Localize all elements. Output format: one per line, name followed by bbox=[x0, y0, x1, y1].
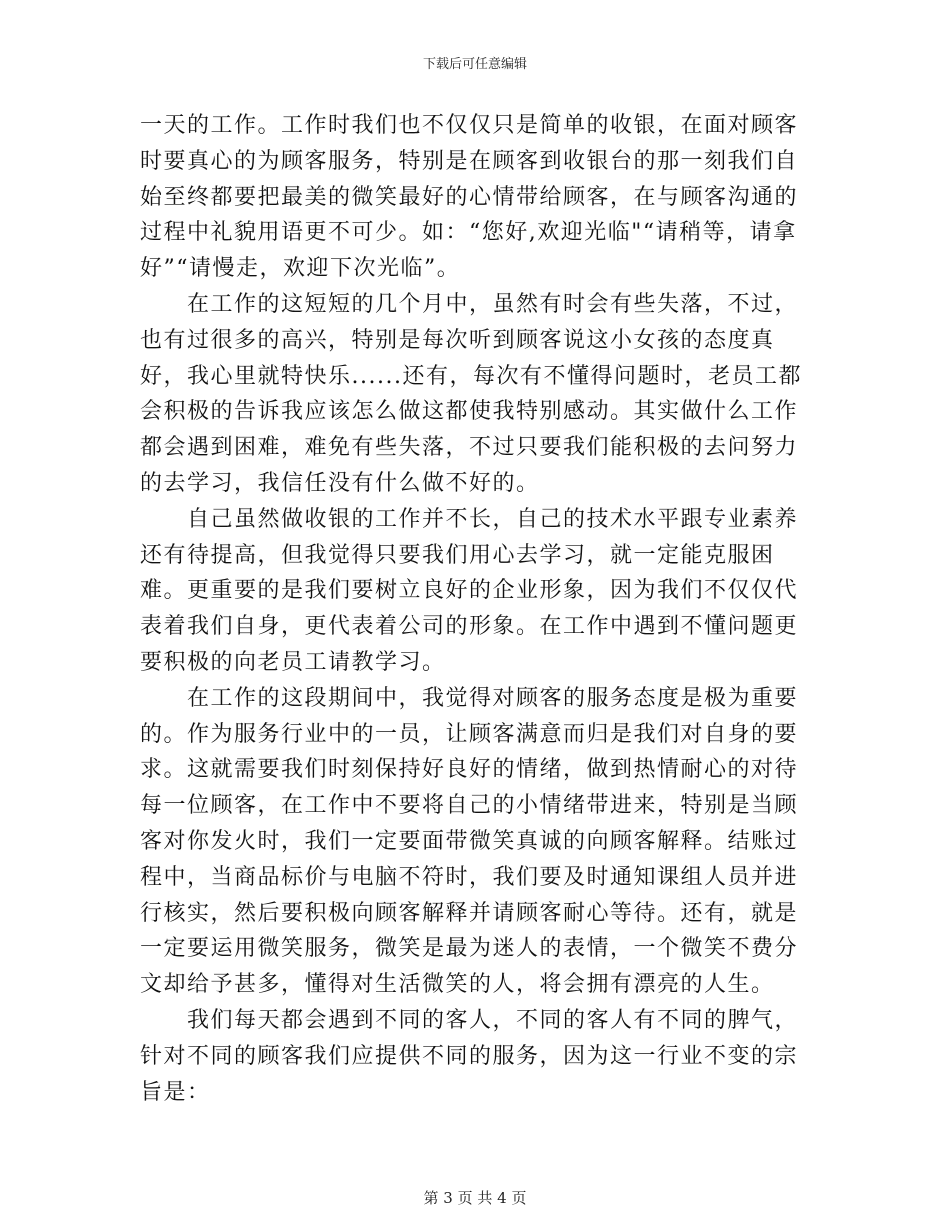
paragraph-5: 我们每天都会遇到不同的客人，不同的客人有不同的脾气，针对不同的顾客我们应提供不同的服务，因为这一行业不变的宗旨是： bbox=[140, 1007, 799, 1105]
paragraph-4: 在工作的这段期间中，我觉得对顾客的服务态度是极为重要的。作为服务行业中的一员，让顾客满意而归是我们对自身的要求。这就需要我们时刻保持好良好的情绪，做到热情耐心的对待每一位顾客，在工作中不要将自己的小情绪带进来，特别是当顾客对你发火时，我们一定要面带微笑真诚的向顾客解释。结账过程中，当商品标价与电脑不符时，我们要及时通知课组人员并进行核实，然后要积极向顾客解释并请顾客耐心等待。还有，就是一定要运用微笑服务，微笑是最为迷人的表情，一个微笑不费分文却给予甚多，懂得对生活微笑的人，将会拥有漂亮的人生。 bbox=[140, 685, 799, 998]
document-body bbox=[140, 108, 812, 1110]
paragraph-3: 自己虽然做收银的工作并不长，自己的技术水平跟专业素养还有待提高，但我觉得只要我们用心去学习，就一定能克服困难。更重要的是我们要树立良好的企业形象，因为我们不仅仅代表着我们自身，更代表着公司的形象。在工作中遇到不懂问题更要积极的向老员工请教学习。 bbox=[140, 506, 799, 675]
page-header-note: 下载后可任意编辑 bbox=[422, 57, 527, 72]
page-number-footer: 第 3 页 共 4 页 bbox=[423, 1189, 527, 1207]
paragraph-1: 一天的工作。工作时我们也不仅仅只是简单的收银，在面对顾客时要真心的为顾客服务，特别是在顾客到收银台的那一刻我们自始至终都要把最美的微笑最好的心情带给顾客，在与顾客沟通的过程中礼貌用语更不可少。如：“您好,欢迎光临"“请稍等，请拿好”“请慢走，欢迎下次光临”。 bbox=[140, 113, 799, 282]
paragraph-2: 在工作的这短短的几个月中，虽然有时会有些失落，不过，也有过很多的高兴，特别是每次听到顾客说这小女孩的态度真好，我心里就特快乐......还有，每次有不懂得问题时，老员工都会积极的告诉我应该怎么做这都使我特别感动。其实做什么工作都会遇到困难，难免有些失落，不过只要我们能积极的去问努力的去学习，我信任没有什么做不好的。 bbox=[140, 291, 802, 496]
